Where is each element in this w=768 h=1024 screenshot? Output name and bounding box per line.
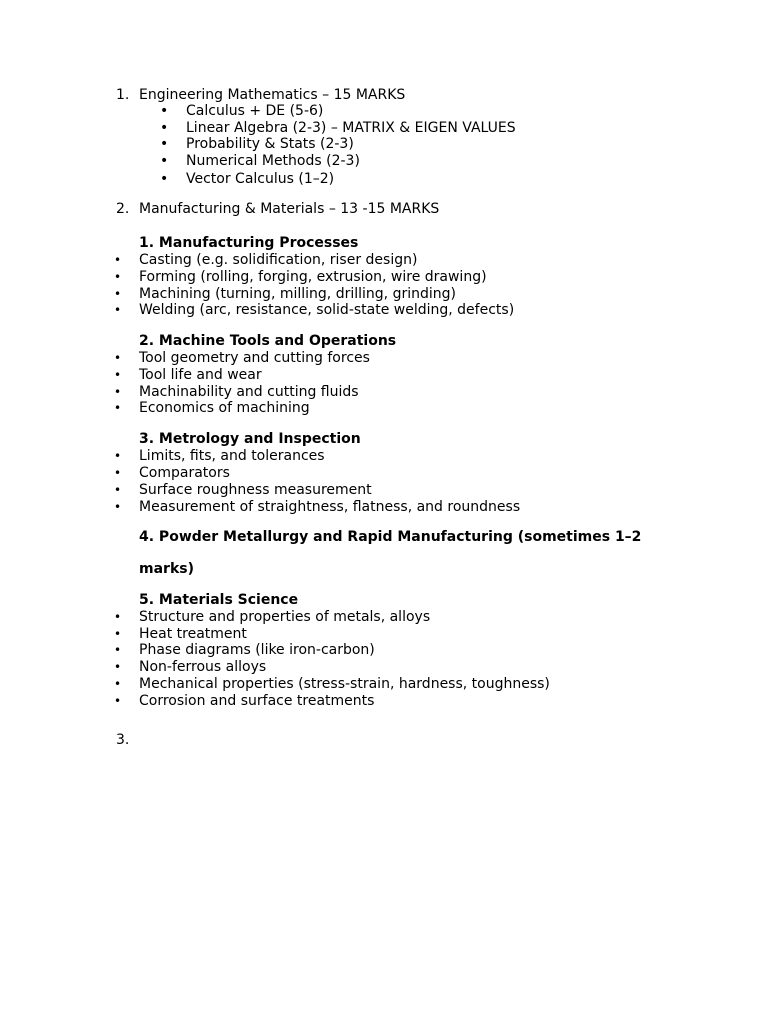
list-item-text: Heat treatment (139, 626, 247, 642)
bullet-icon: • (114, 385, 122, 399)
list-item-text: Welding (arc, resistance, solid-state welding, defects) (139, 302, 515, 318)
bullet-icon: • (114, 483, 122, 497)
bullet-icon: • (160, 171, 169, 187)
list-item-text: Numerical Methods (2-3) (186, 153, 360, 169)
subsection-heading-continuation: marks) (139, 561, 194, 577)
list-item-text: Mechanical properties (stress-strain, hardness, toughness) (139, 676, 550, 692)
list-item-text: Linear Algebra (2-3) – MATRIX & EIGEN VALUES (186, 120, 516, 136)
list-item-text: Structure and properties of metals, alloys (139, 609, 431, 625)
section-1-title: Engineering Mathematics – 15 MARKS (139, 87, 406, 103)
bullet-icon: • (114, 627, 122, 641)
list-item-text: Comparators (139, 465, 230, 481)
list-item-text: Measurement of straightness, flatness, and roundness (139, 499, 521, 515)
section-2-number: 2. (116, 201, 130, 217)
list-item-text: Economics of machining (139, 400, 310, 416)
list-item-text: Phase diagrams (like iron-carbon) (139, 642, 375, 658)
section-2-title: Manufacturing & Materials – 13 -15 MARKS (139, 201, 440, 217)
list-item-text: Surface roughness measurement (139, 482, 372, 498)
bullet-icon: • (114, 694, 122, 708)
bullet-icon: • (114, 303, 122, 317)
bullet-icon: • (160, 153, 169, 169)
subsection-heading: 3. Metrology and Inspection (139, 431, 361, 447)
subsection-heading: 4. Powder Metallurgy and Rapid Manufacturing (sometimes 1–2 (139, 529, 642, 545)
bullet-icon: • (160, 120, 169, 136)
bullet-icon: • (114, 368, 122, 382)
bullet-icon: • (114, 500, 122, 514)
list-item-text: Tool geometry and cutting forces (139, 350, 370, 366)
list-item-text: Casting (e.g. solidification, riser design) (139, 252, 418, 268)
bullet-icon: • (114, 401, 122, 415)
section-3-number: 3. (116, 732, 130, 748)
list-item-text: Forming (rolling, forging, extrusion, wire drawing) (139, 269, 487, 285)
bullet-icon: • (114, 677, 122, 691)
bullet-icon: • (114, 253, 122, 267)
list-item-text: Tool life and wear (139, 367, 262, 383)
subsection-heading: 5. Materials Science (139, 592, 299, 608)
subsection-heading: 2. Machine Tools and Operations (139, 333, 397, 349)
bullet-icon: • (114, 351, 122, 365)
list-item-text: Non-ferrous alloys (139, 659, 267, 675)
section-1-number: 1. (116, 87, 130, 103)
list-item-text: Machining (turning, milling, drilling, grinding) (139, 286, 456, 302)
bullet-icon: • (160, 136, 169, 152)
list-item-text: Corrosion and surface treatments (139, 693, 375, 709)
list-item-text: Machinability and cutting fluids (139, 384, 359, 400)
bullet-icon: • (114, 643, 122, 657)
bullet-icon: • (114, 466, 122, 480)
subsection-heading: 1. Manufacturing Processes (139, 235, 359, 251)
list-item-text: Probability & Stats (2-3) (186, 136, 354, 152)
list-item-text: Limits, fits, and tolerances (139, 448, 325, 464)
bullet-icon: • (114, 449, 122, 463)
bullet-icon: • (114, 660, 122, 674)
list-item-text: Calculus + DE (5-6) (186, 103, 324, 119)
bullet-icon: • (160, 103, 169, 119)
bullet-icon: • (114, 287, 122, 301)
list-item-text: Vector Calculus (1–2) (186, 171, 335, 187)
bullet-icon: • (114, 270, 122, 284)
bullet-icon: • (114, 610, 122, 624)
